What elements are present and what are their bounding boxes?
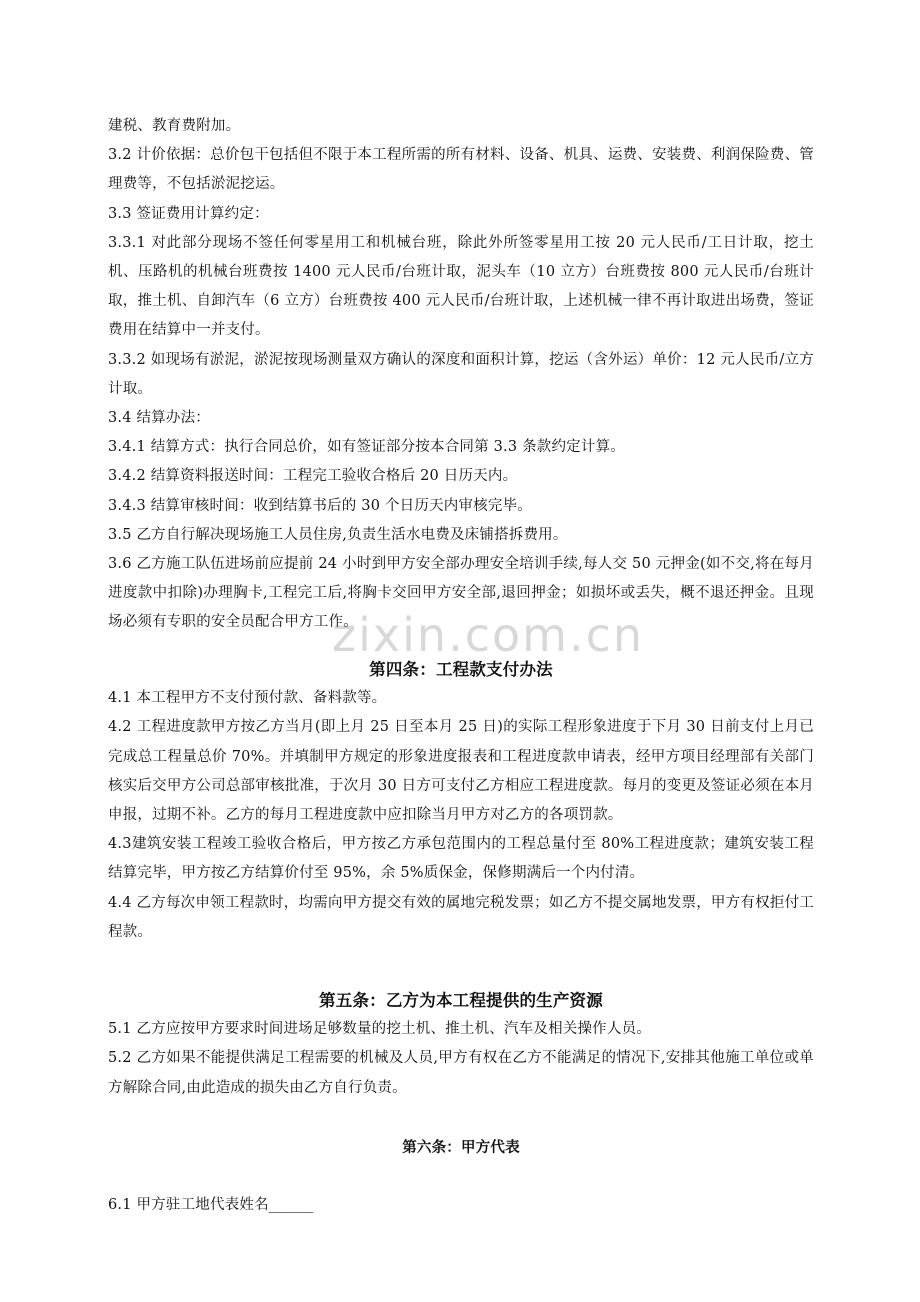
paragraph: 3.3 签证费用计算约定：	[108, 205, 269, 222]
paragraph: 4.2 工程进度款甲方按乙方当月(即上月 25 日至本月 25 日)的实际工程形象进度于下月 30 日前支付上月已完成总工程量总价 70%。并填制甲方规定的形象进度报表和工程进度款申请表，经甲方项目经理部有关部门核实后交甲方公司总部审核批准，于次月 30 日方可支付乙方相应工程进度款。每月的变更及签证必须在本月申报，过期不补。乙方的每月工程进度款中应扣除当月甲方对乙方的各项罚款。	[108, 719, 814, 824]
paragraph: 5.1 乙方应按甲方要求时间进场足够数量的挖土机、推土机、汽车及相关操作人员。	[108, 1021, 651, 1038]
paragraph: 3.4 结算办法：	[108, 410, 210, 427]
paragraph: 4.4 乙方每次申领工程款时，均需向甲方提交有效的属地完税发票；如乙方不提交属地发票，甲方有权拒付工程款。	[108, 894, 814, 940]
paragraph: 3.2 计价依据：总价包干包括但不限于本工程所需的所有材料、设备、机具、运费、安装费、利润保险费、管理费等，不包括淤泥挖运。	[108, 147, 814, 193]
section-4	[108, 655, 814, 947]
section-heading: 第五条：乙方为本工程提供的生产资源	[319, 991, 603, 1010]
paragraph: 3.5 乙方自行解决现场施工人员住房,负责生活水电费及床铺搭拆费用。	[108, 526, 568, 543]
section-6	[108, 1133, 814, 1162]
paragraph: 4.3建筑安装工程竣工验收合格后，甲方按乙方承包范围内的工程总量付至 80%工程进度款；建筑安装工程结算完毕，甲方按乙方结算价付至 95%，余 5%质保金，保修期满后一个内付清。	[108, 836, 814, 882]
paragraph: 3.4.1 结算方式：执行合同总价，如有签证部分按本合同第 3.3 条款约定计算。	[108, 439, 625, 456]
paragraph: 4.1 本工程甲方不支付预付款、备料款等。	[108, 690, 387, 707]
paragraph: 3.4.2 结算资料报送时间：工程完工验收合格后 20 日历天内。	[108, 468, 518, 485]
watermark: zixin.com.cn	[332, 608, 645, 662]
section-heading: 第四条：工程款支付办法	[369, 660, 553, 679]
section-heading: 第六条：甲方代表	[402, 1139, 520, 1156]
paragraph: 6.1 甲方驻工地代表姓名______	[108, 1197, 314, 1213]
section-5	[108, 986, 814, 1103]
paragraph: 建税、教育费附加。	[108, 118, 241, 134]
paragraph: 3.4.3 结算审核时间：收到结算书后的 30 个日历天内审核完毕。	[108, 497, 532, 514]
section-3-body	[108, 112, 814, 638]
paragraph: 3.6 乙方施工队伍进场前应提前 24 小时到甲方安全部办理安全培训手续,每人交 50 元押金(如不交,将在每月进度款中扣除)办理胸卡,工程完工后,将胸卡交回甲方安全部,退回押金；如损坏或丢失，概不退还押金。且现场必须有专职的安全员配合甲方工作。	[108, 556, 814, 631]
paragraph: 3.3.1 对此部分现场不签任何零星用工和机械台班，除此外所签零星用工按 20 元人民币/工日计取，挖土机、压路机的机械台班费按 1400 元人民币/台班计取，泥头车（10 立方）台班费按 800 元人民币/台班计取，推土机、自卸汽车（6 立方）台班费按 400 元人民币/台班计取，上述机械一律不再计取进出场费，签证费用在结算中一并支付。	[108, 234, 814, 339]
paragraph: 5.2 乙方如果不能提供满足工程需要的机械及人员,甲方有权在乙方不能满足的情况下,安排其他施工单位或单方解除合同,由此造成的损失由乙方自行负责。	[108, 1050, 814, 1096]
section-6-body	[108, 1191, 814, 1220]
paragraph: 3.3.2 如现场有淤泥，淤泥按现场测量双方确认的深度和面积计算，挖运（含外运）单价：12 元人民币/立方计取。	[108, 351, 814, 397]
